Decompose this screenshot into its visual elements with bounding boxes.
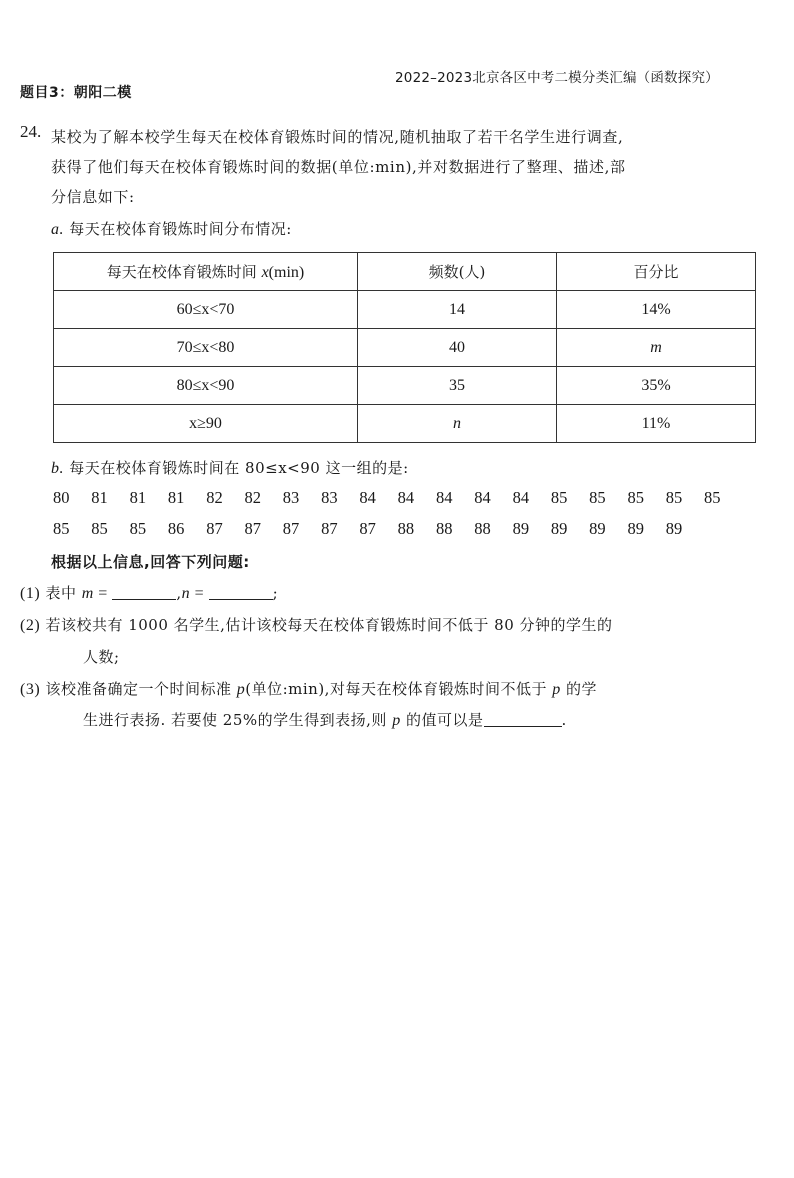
data-value: 80 — [53, 488, 70, 507]
var-p: p — [236, 681, 246, 698]
frequency-table — [53, 252, 756, 443]
problem-intro-line: 获得了他们每天在校体育锻炼时间的数据(单位:min),并对数据进行了整理、描述,部 — [51, 158, 626, 176]
question-3-line2: 生进行表扬. 若要使 25%的学生得到表扬,则 p 的值可以是 . — [83, 711, 567, 729]
question-3-label: (3) — [20, 681, 41, 698]
data-value: 81 — [129, 488, 147, 507]
table-row — [54, 291, 756, 329]
data-value: 81 — [91, 488, 108, 507]
data-value: 88 — [435, 519, 453, 538]
data-value: 84 — [359, 488, 376, 507]
part-b — [51, 457, 409, 478]
header-topic: 题目3：朝阳二模 — [20, 85, 132, 101]
data-value: 89 — [627, 519, 644, 538]
part-a-label: a. — [51, 221, 64, 238]
part-b-text: 每天在校体育锻炼时间在 80≤x<90 这一组的是: — [69, 459, 409, 477]
cell-percent: m — [557, 329, 756, 367]
data-value: 88 — [397, 519, 415, 538]
question-2 — [20, 614, 613, 635]
cell-count: 35 — [358, 367, 557, 405]
data-value: 88 — [474, 519, 491, 538]
data-value: 85 — [129, 519, 147, 538]
question-1: (1) 表中 m = ,n = ; — [20, 584, 279, 602]
question-1-text: 表中 — [45, 584, 77, 602]
data-value: 89 — [550, 519, 568, 538]
header-time: 每天在校体育锻炼时间 x(min) — [54, 253, 358, 291]
data-value: 85 — [665, 488, 683, 507]
question-1-label: (1) — [20, 585, 41, 602]
data-value: 87 — [321, 519, 338, 538]
part-b-label: b. — [51, 460, 64, 477]
data-list-row-2 — [53, 519, 773, 539]
data-value: 85 — [53, 519, 70, 538]
data-value: 81 — [167, 488, 185, 507]
data-value: 89 — [665, 519, 683, 538]
cell-range: 80≤x<90 — [54, 367, 358, 405]
table-row — [54, 329, 756, 367]
question-2-line1: 若该校共有 1000 名学生,估计该校每天在校体育锻炼时间不低于 80 分钟的学生的 — [45, 616, 613, 634]
data-value: 82 — [244, 488, 261, 507]
cell-range: 70≤x<80 — [54, 329, 358, 367]
data-value: 83 — [282, 488, 300, 507]
data-value: 87 — [244, 519, 261, 538]
question-3: (3) 该校准备确定一个时间标准 p(单位:min),对每天在校体育锻炼时间不低于 p 的学 — [20, 680, 598, 698]
table-row — [54, 405, 756, 443]
cell-percent: 35% — [557, 367, 756, 405]
header-count: 频数(人) — [358, 253, 557, 291]
cell-range: x≥90 — [54, 405, 358, 443]
data-value: 85 — [627, 488, 644, 507]
data-value: 84 — [397, 488, 415, 507]
data-value: 85 — [91, 519, 108, 538]
data-value: 87 — [206, 519, 223, 538]
cell-count: 40 — [358, 329, 557, 367]
data-value: 87 — [282, 519, 300, 538]
part-a — [51, 214, 780, 245]
cell-range: 60≤x<70 — [54, 291, 358, 329]
answer-blank-n[interactable] — [209, 583, 273, 600]
cell-count: 14 — [358, 291, 557, 329]
answer-blank-p[interactable] — [484, 710, 562, 727]
var-m: m — [81, 585, 94, 602]
data-value: 82 — [206, 488, 223, 507]
header-percent: 百分比 — [557, 253, 756, 291]
questions-prompt: 根据以上信息,回答下列问题: — [51, 553, 250, 571]
data-value: 85 — [704, 488, 721, 507]
data-value: 84 — [512, 488, 530, 507]
part-a-text: 每天在校体育锻炼时间分布情况: — [69, 220, 292, 238]
data-list-row-1 — [53, 488, 773, 508]
data-value: 89 — [512, 519, 530, 538]
cell-count: n — [358, 405, 557, 443]
cell-percent: 14% — [557, 291, 756, 329]
data-value: 85 — [589, 488, 606, 507]
data-value: 85 — [550, 488, 568, 507]
data-value: 86 — [167, 519, 185, 538]
problem-24 — [20, 122, 780, 245]
table-row — [54, 367, 756, 405]
answer-blank-m[interactable] — [112, 583, 176, 600]
data-value: 83 — [321, 488, 338, 507]
data-value: 87 — [359, 519, 376, 538]
problem-intro-line: 分信息如下: — [51, 188, 135, 206]
header-series-title: 2022–2023北京各区中考二模分类汇编（函数探究） — [395, 70, 719, 86]
problem-intro-line: 某校为了解本校学生每天在校体育锻炼时间的情况,随机抽取了若干名学生进行调查, — [51, 128, 624, 146]
question-2-line2: 人数; — [83, 648, 120, 666]
data-value: 89 — [589, 519, 606, 538]
question-2-label: (2) — [20, 617, 41, 634]
var-n: n — [181, 585, 191, 602]
data-value: 84 — [435, 488, 453, 507]
cell-percent: 11% — [557, 405, 756, 443]
data-value: 84 — [474, 488, 491, 507]
problem-number: 24. — [20, 122, 42, 141]
table-header-row — [54, 253, 756, 291]
